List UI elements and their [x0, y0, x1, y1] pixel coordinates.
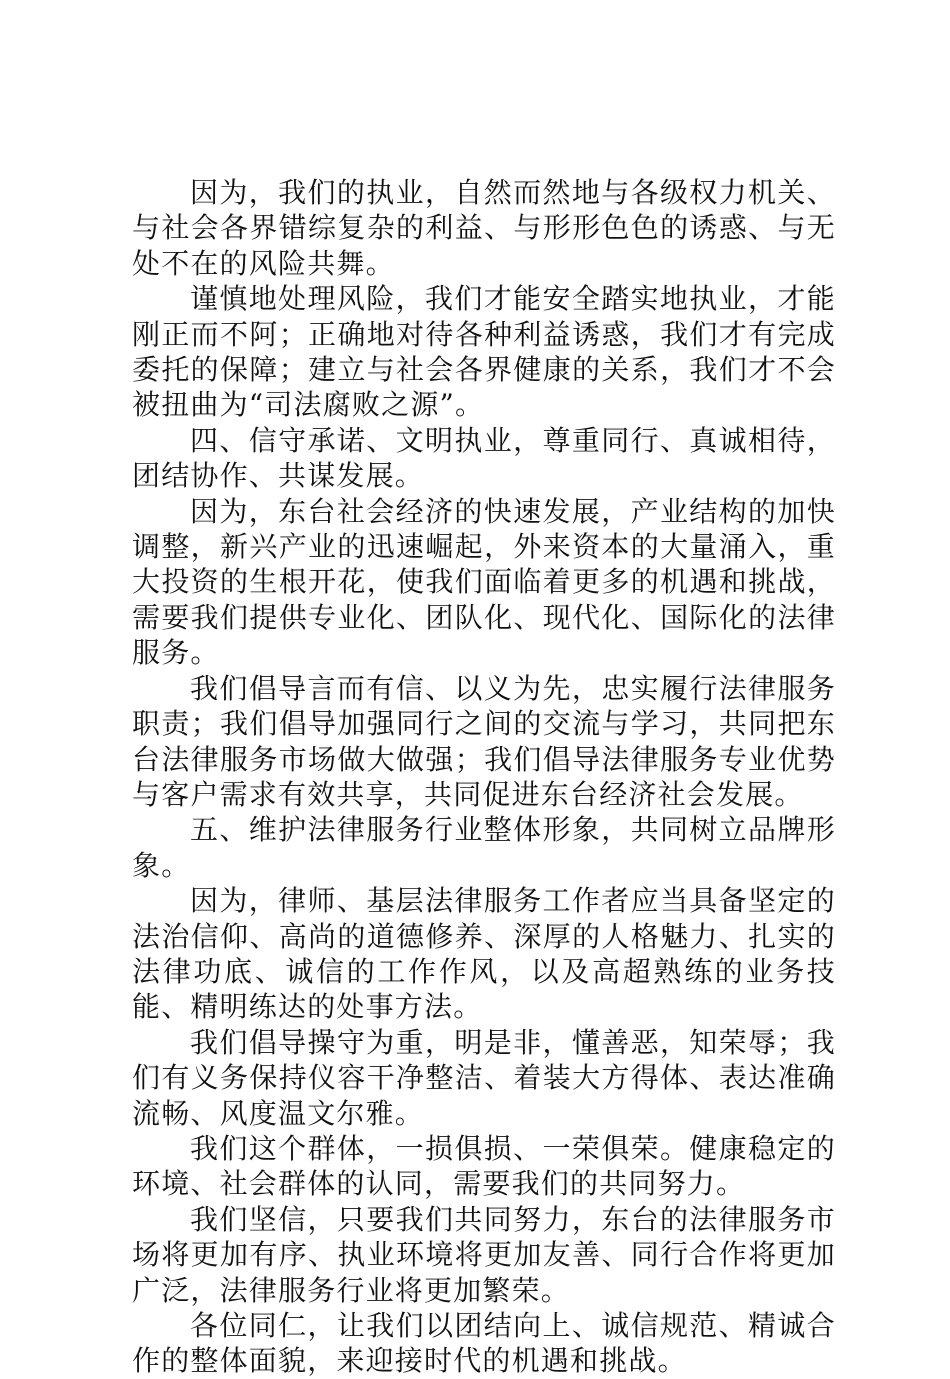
paragraph-2: 谨慎地处理风险，我们才能安全踏实地执业，才能刚正而不阿；正确地对待各种利益诱惑，我们才有完成委托的保障；建立与社会各界健康的关系，我们才不会被扭曲为“司法腐败之源”。 — [132, 282, 836, 422]
paragraph-4: 我们倡导言而有信、以义为先，忠实履行法律服务职责；我们倡导加强同行之间的交流与学习，共同把东台法律服务市场做大做强；我们倡导法律服务专业优势与客户需求有效共享，共同促进东台经济社会发展。 — [132, 671, 836, 811]
paragraph-7: 我们这个群体，一损俱损、一荣俱荣。健康稳定的环境、社会群体的认同，需要我们的共同努力。 — [132, 1131, 836, 1201]
paragraph-9: 各位同仁，让我们以团结向上、诚信规范、精诚合作的整体面貌，来迎接时代的机遇和挑战。 — [132, 1309, 836, 1378]
paragraph-3: 因为，东台社会经济的快速发展，产业结构的加快调整，新兴产业的迅速崛起，外来资本的大量涌入，重大投资的生根开花，使我们面临着更多的机遇和挑战，需要我们提供专业化、团队化、现代化、国际化的法律服务。 — [132, 494, 836, 670]
paragraph-5: 因为，律师、基层法律服务工作者应当具备坚定的法治信仰、高尚的道德修养、深厚的人格魅力、扎实的法律功底、诚信的工作作风，以及高超熟练的业务技能、精明练达的处事方法。 — [132, 884, 836, 1024]
document-body — [132, 175, 836, 1379]
paragraph-1: 因为，我们的执业，自然而然地与各级权力机关、与社会各界错综复杂的利益、与形形色色的诱惑、与无处不在的风险共舞。 — [132, 176, 836, 280]
paragraph-8: 我们坚信，只要我们共同努力，东台的法律服务市场将更加有序、执业环境将更加友善、同行合作将更加广泛，法律服务行业将更加繁荣。 — [132, 1202, 836, 1307]
paragraph-6: 我们倡导操守为重，明是非，懂善恶，知荣辱；我们有义务保持仪容干净整洁、着装大方得体、表达准确流畅、风度温文尔雅。 — [132, 1025, 836, 1130]
section-heading-4: 四、信守承诺、文明执业，尊重同行、真诚相待，团结协作、共谋发展。 — [132, 423, 836, 493]
section-heading-5: 五、维护法律服务行业整体形象，共同树立品牌形象。 — [132, 813, 836, 882]
